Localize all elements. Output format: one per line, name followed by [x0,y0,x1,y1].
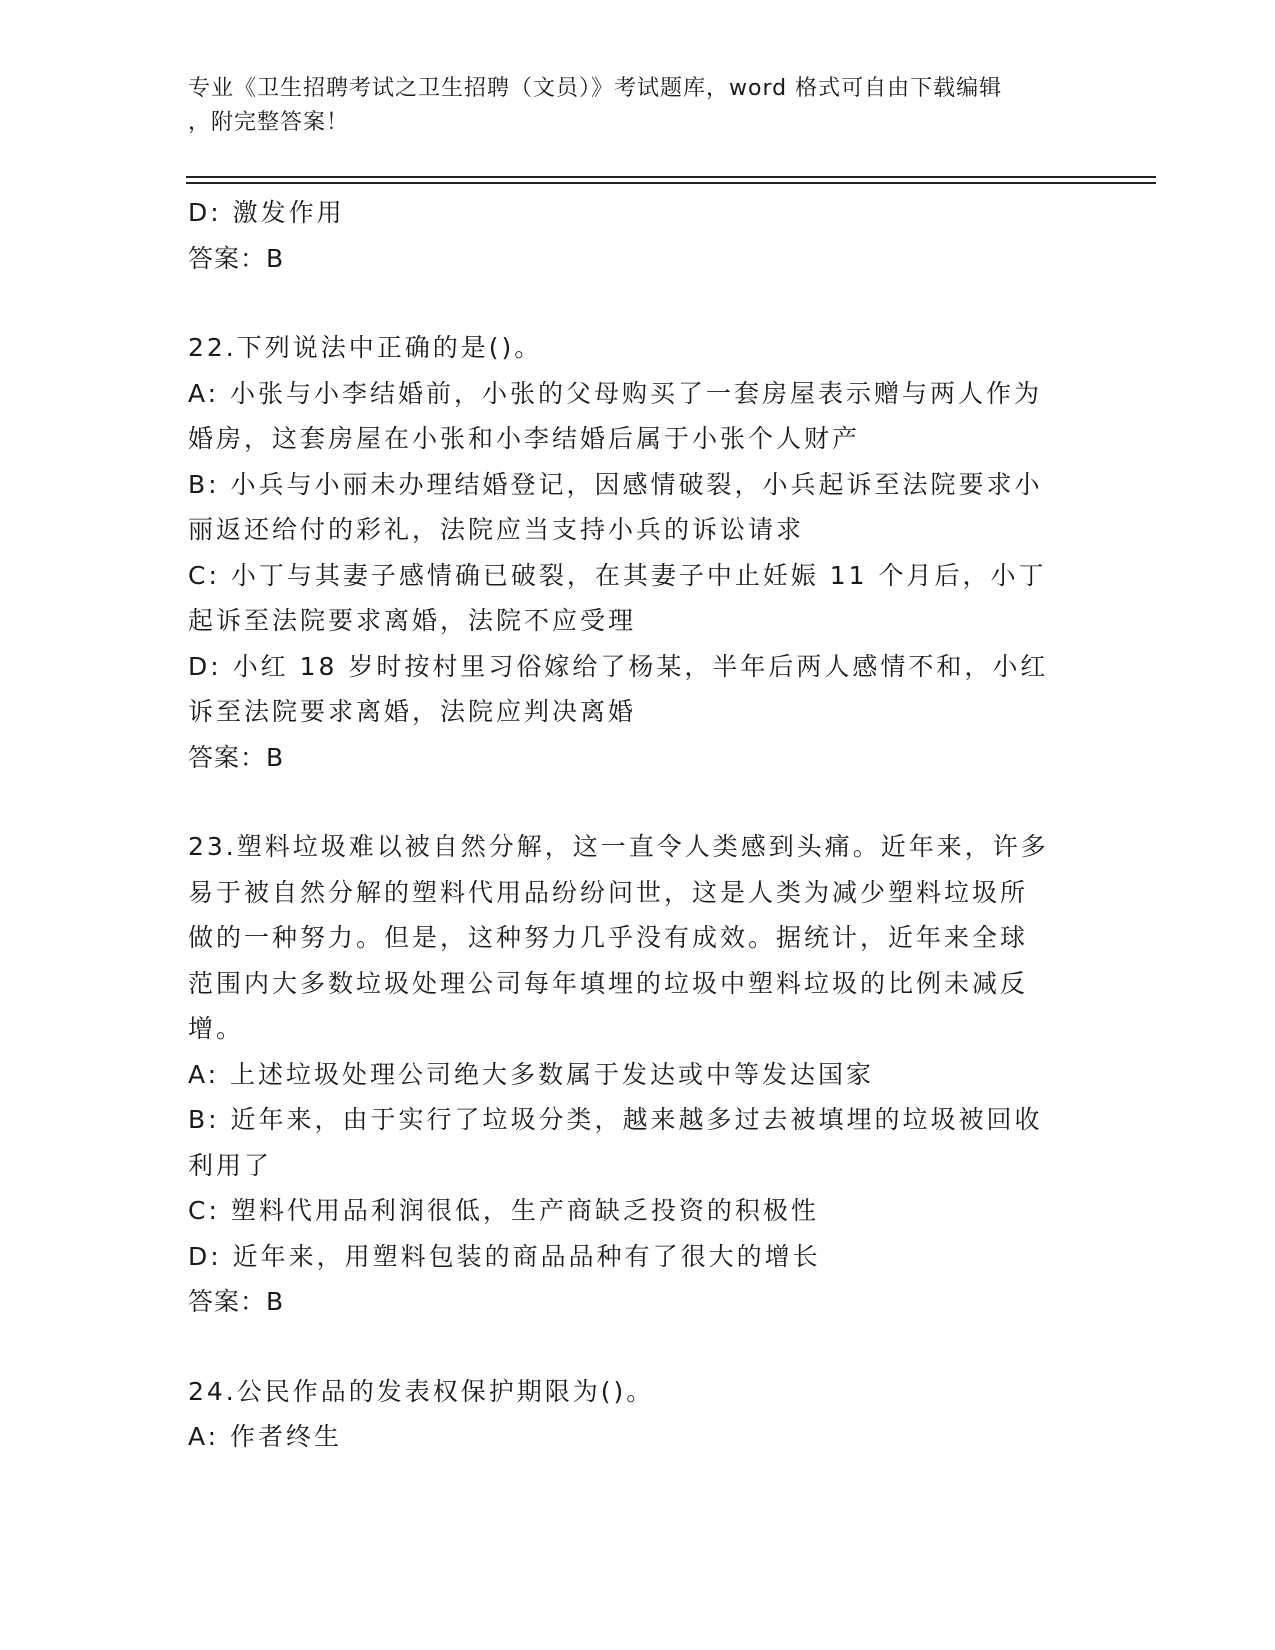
option-b-line-2: 利用了 [188,1150,273,1180]
option-c: C: 塑料代用品利润很低，生产商缺乏投资的积极性 [188,1196,819,1225]
answer: 答案：B [188,1287,285,1316]
spacer [188,780,1078,824]
question-stem-line-4: 范围内大多数垃圾处理公司每年填埋的垃圾中塑料垃圾的比例未减反 [188,968,1029,998]
option-a: A: 上述垃圾处理公司绝大多数属于发达或中等发达国家 [188,1059,875,1089]
spacer [188,1325,1078,1369]
question-stem: 22.下列说法中正确的是()。 [188,333,543,362]
option-a: A: 作者终生 [188,1422,343,1451]
header-divider-bottom [186,182,1156,184]
question-stem-line-1: 23.塑料垃圾难以被自然分解，这一直令人类感到头痛。近年来，许多 [188,832,1049,861]
option-d: D: 近年来，用塑料包装的商品品种有了很大的增长 [188,1241,821,1271]
option-b-line-2: 丽返还给付的彩礼，法院应当支持小兵的诉讼请求 [188,515,805,544]
prev-option-d: D: 激发作用 [188,198,345,227]
option-a-line-1: A: 小张与小李结婚前，小张的父母购买了一套房屋表示赠与两人作为 [188,378,1043,408]
question-24 [188,1369,1078,1460]
document-header [188,72,1088,140]
option-a-line-2: 婚房，这套房屋在小张和小李结婚后属于小张个人财产 [188,424,861,453]
question-22 [188,325,1078,780]
option-b-line-1: B: 小兵与小丽未办理结婚登记，因感情破裂，小兵起诉至法院要求小 [188,469,1043,499]
question-stem-line-5: 增。 [188,1014,245,1043]
question-stem-line-3: 做的一种努力。但是，这种努力几乎没有成效。据统计，近年来全球 [188,923,1029,952]
header-divider-top [186,176,1156,178]
question-23 [188,824,1078,1325]
header-line-1: 专业《卫生招聘考试之卫生招聘（文员）》考试题库，word 格式可自由下载编辑 [188,76,1003,101]
prev-answer: 答案：B [188,243,285,273]
option-d-line-2: 诉至法院要求离婚，法院应判决离婚 [188,697,637,726]
header-line-2: ，附完整答案！ [188,110,350,135]
question-stem-line-2: 易于被自然分解的塑料代用品纷纷问世，这是人类为减少塑料垃圾所 [188,877,1029,907]
option-c-line-1: C: 小丁与其妻子感情确已破裂，在其妻子中止妊娠 11 个月后，小丁 [188,560,1047,590]
option-d-line-1: D: 小红 18 岁时按村里习俗嫁给了杨某，半年后两人感情不和，小红 [188,651,1049,681]
question-content [188,190,1078,1460]
question-stem: 24.公民作品的发表权保护期限为()。 [188,1376,655,1406]
spacer [188,281,1078,325]
answer: 答案：B [188,742,285,772]
option-c-line-2: 起诉至法院要求离婚，法院不应受理 [188,606,637,635]
option-b-line-1: B: 近年来，由于实行了垃圾分类，越来越多过去被填埋的垃圾被回收 [188,1105,1043,1134]
